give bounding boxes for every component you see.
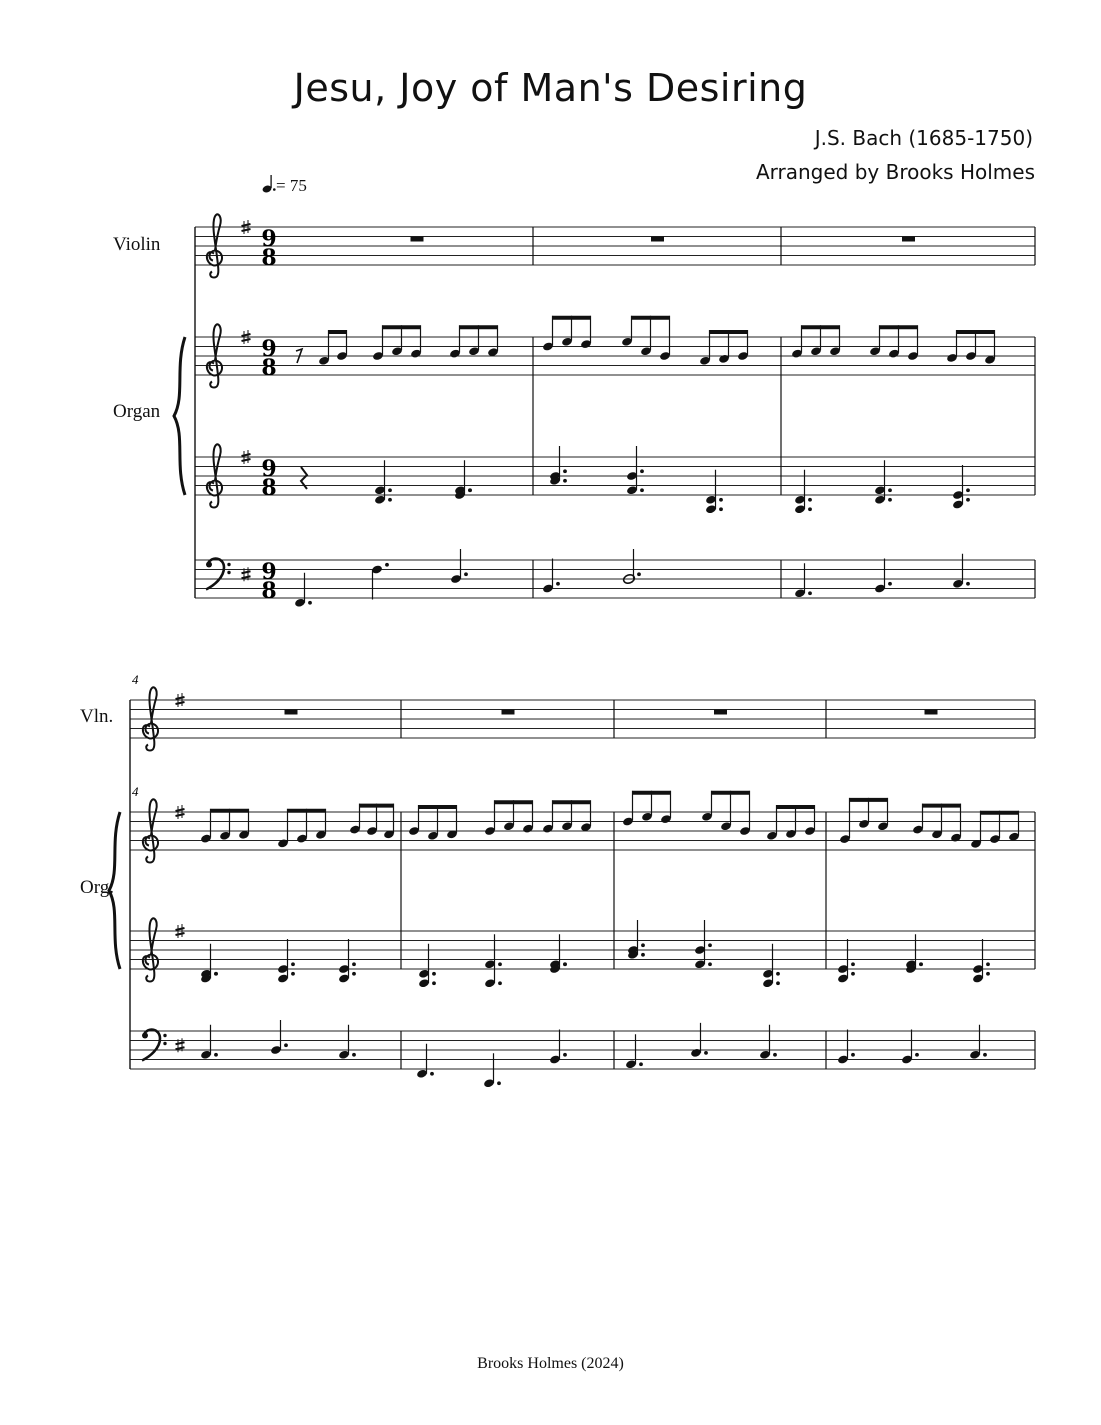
augmentation-dot [468, 488, 472, 492]
augmentation-dot [430, 1072, 434, 1076]
augmentation-dot [388, 488, 392, 492]
staff-systems [109, 214, 1035, 1088]
beam [553, 800, 591, 804]
beam [211, 809, 249, 813]
copyright-footer: Brooks Holmes (2024) [477, 1355, 624, 1372]
beam [710, 330, 748, 334]
measure-number: 4 [132, 784, 139, 799]
augmentation-dot [983, 1053, 987, 1057]
augmentation-dot [966, 498, 970, 502]
arranger-credit: Arranged by Brooks Holmes [755, 160, 1035, 184]
augmentation-dot [563, 962, 567, 966]
beam [880, 325, 918, 329]
augmentation-dot [291, 972, 295, 976]
augmentation-dot [888, 488, 892, 492]
beam [419, 805, 457, 809]
bass-clef-icon [142, 1030, 167, 1061]
augmentation-dot [291, 962, 295, 966]
beam [802, 325, 840, 329]
augmentation-dot [352, 1053, 356, 1057]
whole-rest [925, 710, 938, 715]
augmentation-dot [284, 1043, 288, 1047]
augmentation-dot [498, 981, 502, 985]
bass-clef-icon [206, 559, 231, 590]
augmentation-dot [385, 563, 389, 567]
beam [460, 325, 498, 329]
augmentation-dot [637, 572, 641, 576]
augmentation-dot [563, 469, 567, 473]
augmentation-dot [704, 1051, 708, 1055]
augmentation-dot [851, 972, 855, 976]
whole-rest [285, 710, 298, 715]
beam [923, 804, 961, 808]
beam [360, 804, 394, 808]
augmentation-dot [640, 488, 644, 492]
beam [553, 316, 591, 320]
augmentation-dot [464, 572, 468, 576]
augmentation-dot [498, 962, 502, 966]
augmentation-dot [708, 962, 712, 966]
organ-label-short: Org. [80, 877, 114, 898]
augmentation-dot [352, 972, 356, 976]
augmentation-dot [214, 1053, 218, 1057]
augmentation-dot [851, 1053, 855, 1057]
augmentation-dot [808, 507, 812, 511]
beam [383, 325, 421, 329]
beam [712, 791, 750, 795]
tempo-value: = 75 [276, 176, 307, 195]
whole-rest [714, 710, 727, 715]
violin-label-short: Vln. [80, 706, 114, 727]
augmentation-dot [640, 469, 644, 473]
augmentation-dot [432, 972, 436, 976]
augmentation-dot [352, 962, 356, 966]
augmentation-dot [776, 972, 780, 976]
time-signature-top: 9 [261, 456, 277, 482]
time-signature-bottom: 8 [261, 578, 277, 604]
augmentation-dot [639, 1062, 643, 1066]
augmentation-dot [808, 591, 812, 595]
time-signature-top: 9 [261, 559, 277, 585]
augmentation-dot [888, 582, 892, 586]
augmentation-dot [641, 943, 645, 947]
composer-credit: J.S. Bach (1685-1750) [814, 126, 1033, 150]
beam [850, 798, 888, 802]
grand-staff-brace [174, 337, 185, 495]
augmentation-dot [888, 498, 892, 502]
organ-left-hand-staff [130, 931, 1035, 969]
beam [632, 316, 670, 320]
augmentation-dot [497, 1081, 501, 1085]
violin-staff [130, 700, 1035, 738]
whole-rest [902, 237, 915, 242]
time-signature-top: 9 [261, 336, 277, 362]
beam [981, 811, 1019, 815]
organ-right-hand-staff [130, 812, 1035, 850]
grand-staff-brace [109, 812, 120, 969]
organ-pedal-staff [130, 1031, 1035, 1069]
beam [288, 809, 326, 813]
beam [633, 791, 671, 795]
organ-left-hand-staff [195, 457, 1035, 495]
whole-rest [502, 710, 515, 715]
whole-rest [411, 237, 424, 242]
augmentation-dot [966, 488, 970, 492]
augmentation-dot [308, 601, 312, 605]
augmentation-dot [432, 981, 436, 985]
augmentation-dot [986, 972, 990, 976]
piece-title: Jesu, Joy of Man's Desiring [293, 66, 808, 110]
time-signature-bottom: 8 [261, 245, 277, 271]
augmentation-dot [851, 962, 855, 966]
whole-rest [651, 237, 664, 242]
augmentation-dot [563, 1053, 567, 1057]
augmentation-dot [719, 498, 723, 502]
augmentation-dot [919, 962, 923, 966]
augmentation-dot [708, 943, 712, 947]
organ-label: Organ [113, 401, 161, 422]
violin-staff [195, 227, 1035, 265]
time-signature-bottom: 8 [261, 475, 277, 501]
augmentation-dot [776, 981, 780, 985]
beam [495, 800, 533, 804]
augmentation-dot [641, 953, 645, 957]
augmentation-dot [808, 498, 812, 502]
augmentation-dot [986, 962, 990, 966]
beam [329, 330, 347, 334]
violin-label: Violin [113, 234, 161, 255]
organ-pedal-staff [195, 560, 1035, 598]
augmentation-dot [388, 498, 392, 502]
augmentation-dot [563, 479, 567, 483]
augmentation-dot [719, 507, 723, 511]
augmentation-dot [915, 1053, 919, 1057]
beam [777, 805, 815, 809]
augmentation-dot [556, 582, 560, 586]
augmentation-dot [773, 1053, 777, 1057]
time-signature-bottom: 8 [261, 355, 277, 381]
augmentation-dot [966, 582, 970, 586]
beam [957, 330, 995, 334]
measure-number: 4 [132, 672, 139, 687]
time-signature-top: 9 [261, 226, 277, 252]
augmentation-dot [214, 972, 218, 976]
